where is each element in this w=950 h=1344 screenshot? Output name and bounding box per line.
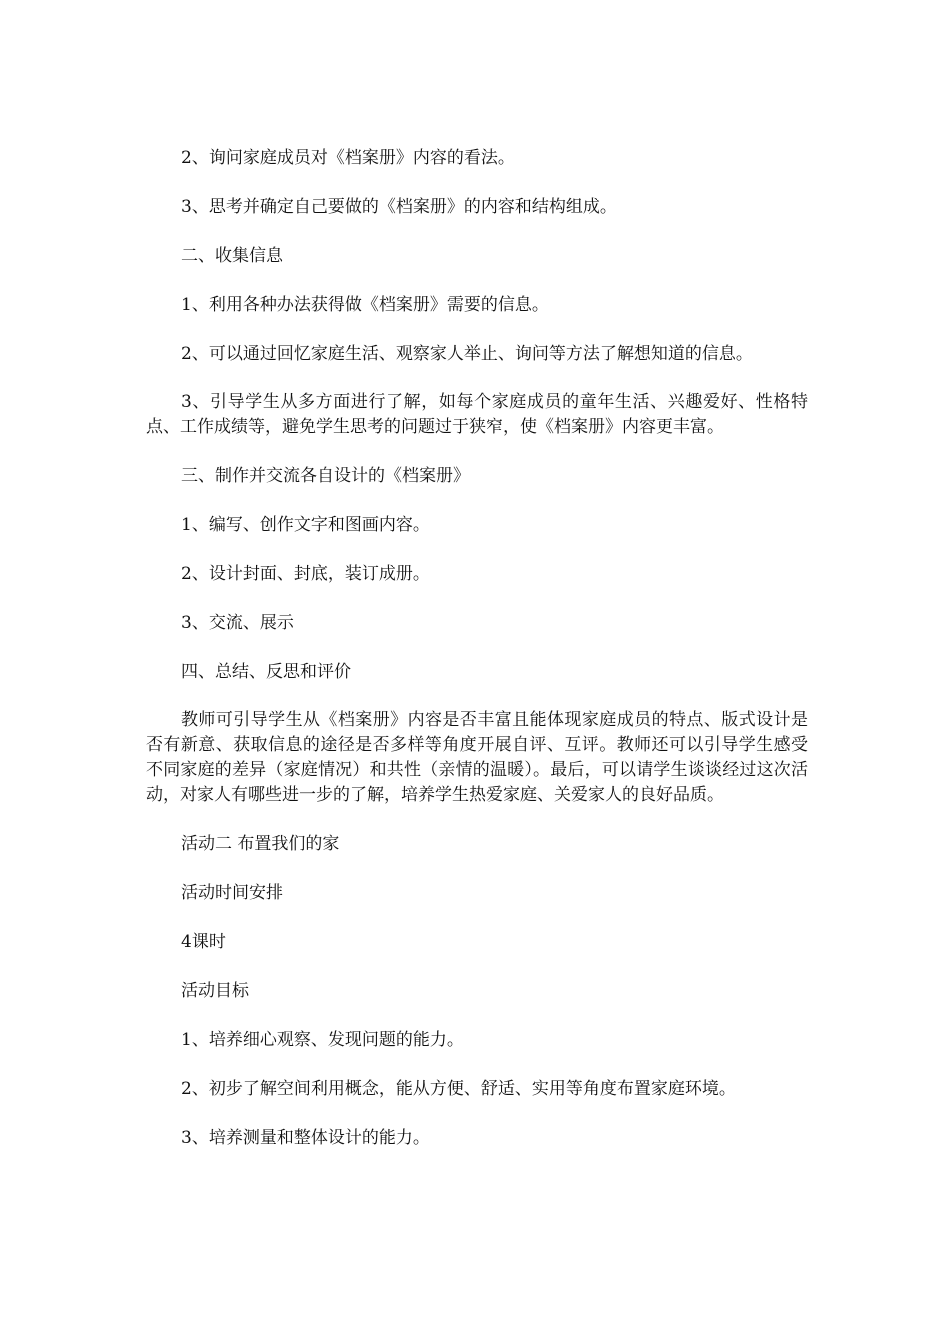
paragraph-obtain-information: 1、利用各种办法获得做《档案册》需要的信息。 xyxy=(181,295,549,315)
paragraph-lesson-count: 4课时 xyxy=(181,932,226,952)
paragraph-design-cover: 2、设计封面、封底，装订成册。 xyxy=(181,564,430,584)
paragraph-goal-space-usage: 2、初步了解空间利用概念，能从方便、舒适、实用等角度布置家庭环境。 xyxy=(181,1079,736,1099)
heading-activity-two: 活动二 布置我们的家 xyxy=(181,834,340,854)
paragraph-goal-measurement: 3、培养测量和整体设计的能力。 xyxy=(181,1128,430,1148)
paragraph-information-methods: 2、可以通过回忆家庭生活、观察家人举止、询问等方法了解想知道的信息。 xyxy=(181,344,753,364)
heading-summary-reflection: 四、总结、反思和评价 xyxy=(181,662,351,682)
heading-make-and-share: 三、制作并交流各自设计的《档案册》 xyxy=(181,466,470,486)
paragraph-write-and-draw: 1、编写、创作文字和图画内容。 xyxy=(181,515,430,535)
paragraph-share-display: 3、交流、展示 xyxy=(181,613,294,633)
paragraph-ask-family-opinion: 2、询问家庭成员对《档案册》内容的看法。 xyxy=(181,148,515,168)
paragraph-decide-content-structure: 3、思考并确定自己要做的《档案册》的内容和结构组成。 xyxy=(181,197,617,217)
heading-collect-information: 二、收集信息 xyxy=(181,246,283,266)
paragraph-guide-students-aspects: 3、引导学生从多方面进行了解，如每个家庭成员的童年生活、兴趣爱好、性格特点、工作成绩等，避免学生思考的问题过于狭窄，使《档案册》内容更丰富。 xyxy=(146,392,808,437)
paragraph-goal-observation: 1、培养细心观察、发现问题的能力。 xyxy=(181,1030,464,1050)
heading-activity-goals: 活动目标 xyxy=(181,981,249,1001)
document-body xyxy=(146,145,808,1174)
paragraph-teacher-evaluation: 教师可引导学生从《档案册》内容是否丰富且能体现家庭成员的特点、版式设计是否有新意、获取信息的途径是否多样等角度开展自评、互评。教师还可以引导学生感受不同家庭的差异（家庭情况）和共性（亲情的温暖）。最后，可以请学生谈谈经过这次活动，对家人有哪些进一步的了解，培养学生热爱家庭、关爱家人的良好品质。 xyxy=(146,710,808,805)
heading-activity-schedule: 活动时间安排 xyxy=(181,883,283,903)
